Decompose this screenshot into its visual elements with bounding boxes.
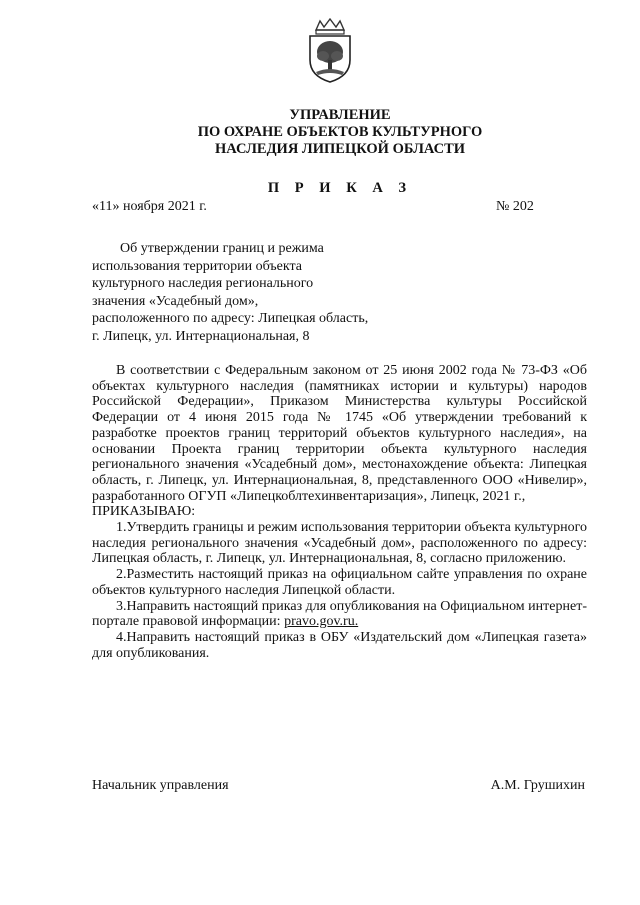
- agency-header: [100, 107, 580, 158]
- header-line-3: НАСЛЕДИЯ ЛИПЕЦКОЙ ОБЛАСТИ: [214, 141, 466, 157]
- coat-of-arms-icon: [304, 18, 356, 84]
- order-item-2: 2.Разместить настоящий приказ на официальном сайте управления по охране объектов культурного наследия Липецкой области.: [92, 567, 587, 598]
- subject-line: расположенного по адресу: Липецкая область,: [92, 311, 369, 326]
- pravo-gov-link[interactable]: pravo.gov.ru.: [284, 614, 359, 630]
- signer-title: Начальник управления: [92, 778, 229, 793]
- order-subject: [92, 240, 412, 345]
- order-body: [92, 363, 587, 661]
- order-date: «11» ноября 2021 г.: [92, 199, 207, 214]
- order-title: П Р И К А З: [267, 180, 413, 196]
- subject-line: значения «Усадебный дом»,: [92, 293, 259, 309]
- order-item-4: 4.Направить настоящий приказ в ОБУ «Издательский дом «Липецкая газета» для опубликования.: [92, 629, 587, 661]
- preamble-paragraph: В соответствии с Федеральным законом от 25 июня 2002 года № 73-ФЗ «Об объектах культурного наследия (памятниках истории и культуры) народов Российской Федерации», Приказом Министерства культуры Российской Федерации от 4 июня 2015 года № 1745 «Об утверждении требований к разработке проектов границ территорий объектов культурного наследия», на основании Проекта границ территории объекта культурного наследия регионального значения «Усадебный дом», местонахождение объекта: Липецкая область, г. Липецк, ул. Интернациональная, 8, представленного ООО «Нивелир», разработанного ОГУП «Липецкоблтехинвентаризация», Липецк, 2021 г.,: [92, 363, 587, 504]
- subject-line: г. Липецк, ул. Интернациональная, 8: [92, 328, 310, 344]
- header-line-2: ПО ОХРАНЕ ОБЪЕКТОВ КУЛЬТУРНОГО: [197, 124, 483, 140]
- order-item-3: [92, 599, 587, 630]
- command-word: ПРИКАЗЫВАЮ:: [92, 504, 196, 520]
- order-item-3-text: 3.Направить настоящий приказ для опубликования на Официальном интернет-портале правовой информации:: [92, 598, 587, 630]
- subject-line: Об утверждении границ и режима: [120, 241, 324, 256]
- header-line-1: УПРАВЛЕНИЕ: [289, 107, 391, 123]
- subject-line: культурного наследия регионального: [92, 276, 314, 291]
- order-item-1: 1.Утвердить границы и режим использования территории объекта культурного наследия регионального значения «Усадебный дом», расположенного по адресу: Липецкая область, г. Липецк, ул. Интернациональная, 8, согласно приложению.: [92, 520, 587, 567]
- signer-name: А.М. Грушихин: [490, 778, 585, 793]
- order-number: № 202: [496, 199, 534, 214]
- subject-line: использования территории объекта: [92, 258, 302, 274]
